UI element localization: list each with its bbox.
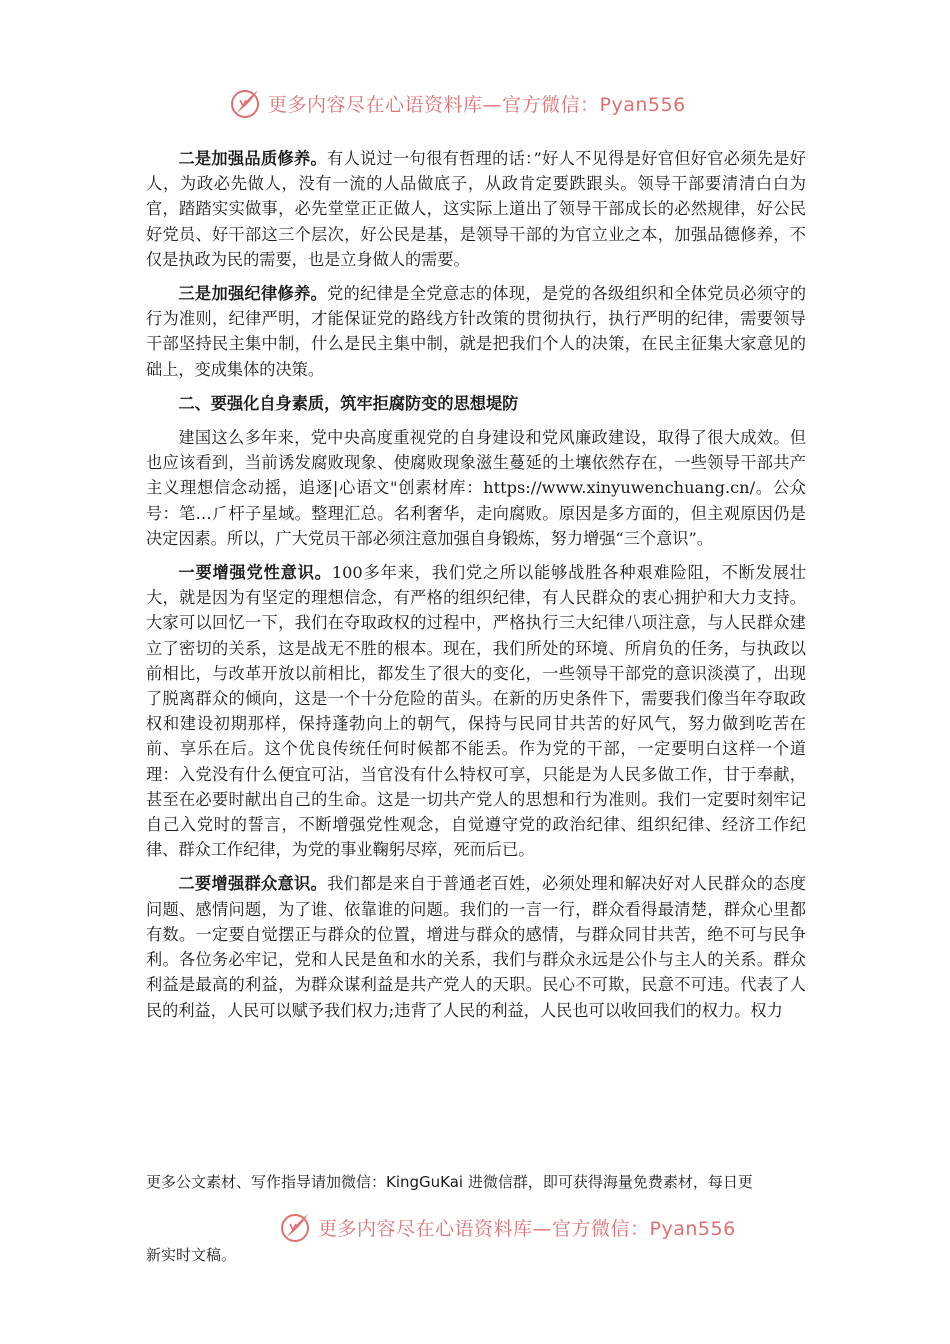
- quill-logo-icon: [278, 1210, 312, 1244]
- paragraph-party-spirit: [146, 560, 806, 862]
- watermark-text: 更多内容尽在心语资料库—官方微信：Pyan556: [318, 1217, 736, 1240]
- paragraph-discipline: [146, 281, 806, 382]
- paragraph-lead: 一要增强党性意识。: [178, 563, 332, 583]
- quill-logo-icon: [228, 86, 262, 120]
- watermark-bottom: [278, 1210, 736, 1244]
- watermark-top: [228, 86, 686, 120]
- paragraph-lead: 三是加强纪律修养。: [178, 284, 328, 304]
- paragraph-intro: [146, 425, 806, 551]
- paragraph-text: 党的纪律是全党意志的体现，是党的各级组织和全体党员必须守的行为准则，纪律严明，才能保证党的路线方针改策的贯彻执行，执行严明的纪律，需要领导干部坚持民主集中制，什么是民主集中制，就是把我们个人的决策，在民主征集大家意见的础上，变成集体的决策。: [146, 284, 807, 379]
- paragraph-text: 100多年来，我们党之所以能够战胜各种艰难险阻，不断发展壮大，就是因为有坚定的理想信念，有严格的组织纪律，有人民群众的衷心拥护和大力支持。大家可以回忆一下，我们在夺取政权的过程中，严格执行三大纪律八项注意，与人民群众建立了密切的关系，这是战无不胜的根本。现在，我们所处的环境、所肩负的任务，与执政以前相比，与改革开放以前相比，都发生了很大的变化，一些领导干部党的意识淡漠了，出现了脱离群众的倾向，这是一个十分危险的苗头。在新的历史条件下，需要我们像当年夺取政权和建设初期那样，保持蓬勃向上的朝气，保持与民同甘共苦的好风气，努力做到吃苦在前、享乐在后。这个优良传统任何时候都不能丢。作为党的干部，一定要明白这样一个道理：入党没有什么便宜可沾，当官没有什么特权可享，只能是为人民多做工作，甘于奉献，甚至在必要时献出自己的生命。这是一切共产党人的思想和行为准则。我们一定要时刻牢记自己入党时的誓言，不断增强党性观念，自觉遵守党的政治纪律、组织纪律、经济工作纪律、群众工作纪律，为党的事业鞠躬尽瘁，死而后已。: [146, 563, 806, 860]
- document-body: [146, 146, 806, 1032]
- paragraph-text: 我们都是来自于普通老百姓，必须处理和解决好对人民群众的态度问题、感情问题，为了谁、依靠谁的问题。我们的一言一行，群众看得最清楚，群众心里都有数。一定要自觉摆正与群众的位置，增进与群众的感情，与群众同甘共苦，绝不可与民争利。各位务必牢记，党和人民是鱼和水的关系，我们与群众永远是公仆与主人的关系。群众利益是最高的利益，为群众谋利益是共产党人的天职。民心不可欺，民意不可违。代表了人民的利益，人民可以赋予我们权力;违背了人民的利益，人民也可以收回我们的权力。权力: [146, 874, 807, 1020]
- paragraph-quality: [146, 146, 806, 272]
- paragraph-lead: 二要增强群众意识。: [178, 874, 328, 894]
- paragraph-masses: [146, 871, 806, 1022]
- section-heading: 二、要强化自身素质，筑牢拒腐防变的思想堤防: [178, 393, 519, 413]
- paragraph-text: 建国这么多年来，党中央高度重视党的自身建设和党风廉政建设，取得了很大成效。但也应该看到，当前诱发腐败现象、使腐败现象滋生蔓延的土壤依然存在，一些领导干部共产主义理想信念动摇，追逐|心语文"创素材库：https://www.xinyuwenchuang.cn/。公众号：笔…⺁杆子星域。整理汇总。名利奢华，走向腐败。原因是多方面的，但主观原因仍是决定因素。所以，广大党员干部必须注意加强自身锻炼，努力增强“三个意识”。: [146, 428, 806, 548]
- footer-note: 更多公文素材、写作指导请加微信：KingGuKai 进微信群，即可获得海量免费素材，每日更: [146, 1173, 753, 1191]
- paragraph-lead: 二是加强品质修养。: [178, 149, 327, 168]
- footer-tail: 新实时文稿。: [146, 1246, 237, 1264]
- watermark-text: 更多内容尽在心语资料库—官方微信：Pyan556: [268, 93, 686, 116]
- paragraph-text: 有人说过一句很有哲理的话：”好人不见得是好官但好官必须先是好人，为政必先做人，没有一流的人品做底子，从政肯定要跌跟头。领导干部要清清白白为官，踏踏实实做事，必先堂堂正正做人，这实际上道出了领导干部成长的必然规律，好公民好党员、好干部这三个层次，好公民是基，是领导干部的为官立业之本，加强品德修养，不仅是执政为民的需要，也是立身做人的需要。: [146, 149, 806, 269]
